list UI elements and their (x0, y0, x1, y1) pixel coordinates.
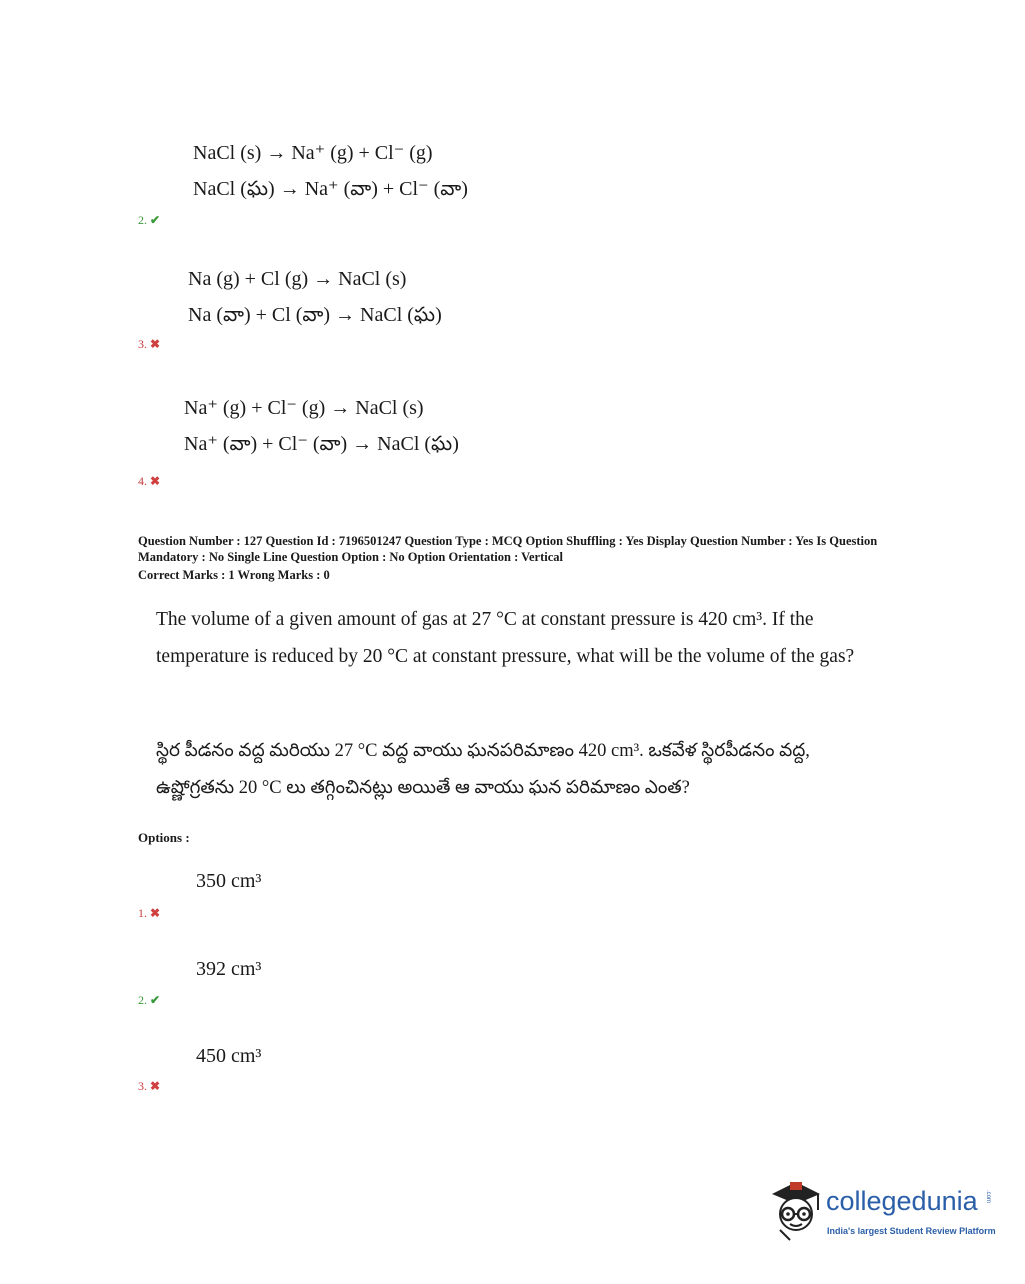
prev-option-3-line2: Na (వా) + Cl (వా) → NaCl (ఘ) (188, 304, 442, 326)
option-2-number: 2. (138, 993, 147, 1007)
option-2-value: 392 cm³ (196, 958, 262, 980)
prev-option-2-number: 2. (138, 213, 147, 227)
option-1-marker (138, 906, 160, 921)
option-3-marker (138, 1079, 160, 1094)
option-1-number: 1. (138, 906, 147, 920)
prev-option-2-marker (138, 213, 160, 228)
question-telugu: స్థిర పీడనం వద్ద మరియు 27 °C వద్ద వాయు ఘనపరిమాణం 420 cm³. ఒకవేళ స్థిరపీడనం వద్ద, ఉష్ణోగ్రతను 20 °C లు తగ్గించినట్లు అయితే ఆ వాయు ఘన పరిమాణం ఎంత? (156, 741, 810, 798)
option-3-number: 3. (138, 1079, 147, 1093)
graduate-mascot-icon (766, 1178, 826, 1244)
prev-option-4-line2: Na⁺ (వా) + Cl⁻ (వా) → NaCl (ఘ) (184, 433, 459, 455)
logo-name: collegedunia (826, 1186, 978, 1216)
prev-option-2-line2: NaCl (ఘ) → Na⁺ (వా) + Cl⁻ (వా) (193, 178, 468, 200)
check-icon: ✔ (150, 993, 161, 1007)
cross-icon: ✖ (150, 337, 161, 351)
prev-option-4-marker (138, 474, 160, 489)
option-3-value: 450 cm³ (196, 1045, 262, 1067)
question-english: The volume of a given amount of gas at 27 °C at constant pressure is 420 cm³. If the temperature is reduced by 20 °C at constant pressure, what will be the volume of the gas? (156, 609, 855, 667)
question-meta: Question Number : 127 Question Id : 7196501247 Question Type : MCQ Option Shuffling : Yes Display Question Number : Yes Is Question Mandatory : No Single Line Question Option : No Option Orientation : Vertical (138, 534, 878, 564)
prev-option-3-marker (138, 337, 160, 352)
prev-option-2-line1: NaCl (s) → Na⁺ (g) + Cl⁻ (g) (193, 142, 433, 164)
cross-icon: ✖ (150, 1079, 161, 1093)
question-marks: Correct Marks : 1 Wrong Marks : 0 (138, 568, 330, 582)
prev-option-4-number: 4. (138, 474, 147, 488)
cross-icon: ✖ (150, 474, 161, 488)
check-icon: ✔ (150, 213, 161, 227)
prev-option-4-line1: Na⁺ (g) + Cl⁻ (g) → NaCl (s) (184, 397, 424, 419)
option-1-value: 350 cm³ (196, 870, 262, 892)
prev-option-3-number: 3. (138, 337, 147, 351)
options-label: Options : (138, 830, 190, 845)
cross-icon: ✖ (150, 906, 161, 920)
prev-option-3-line1: Na (g) + Cl (g) → NaCl (s) (188, 268, 407, 290)
logo-suffix: .com (985, 1190, 991, 1204)
option-2-marker (138, 993, 160, 1008)
logo-tagline: India's largest Student Review Platform (827, 1226, 996, 1236)
collegedunia-logo[interactable] (766, 1178, 996, 1248)
